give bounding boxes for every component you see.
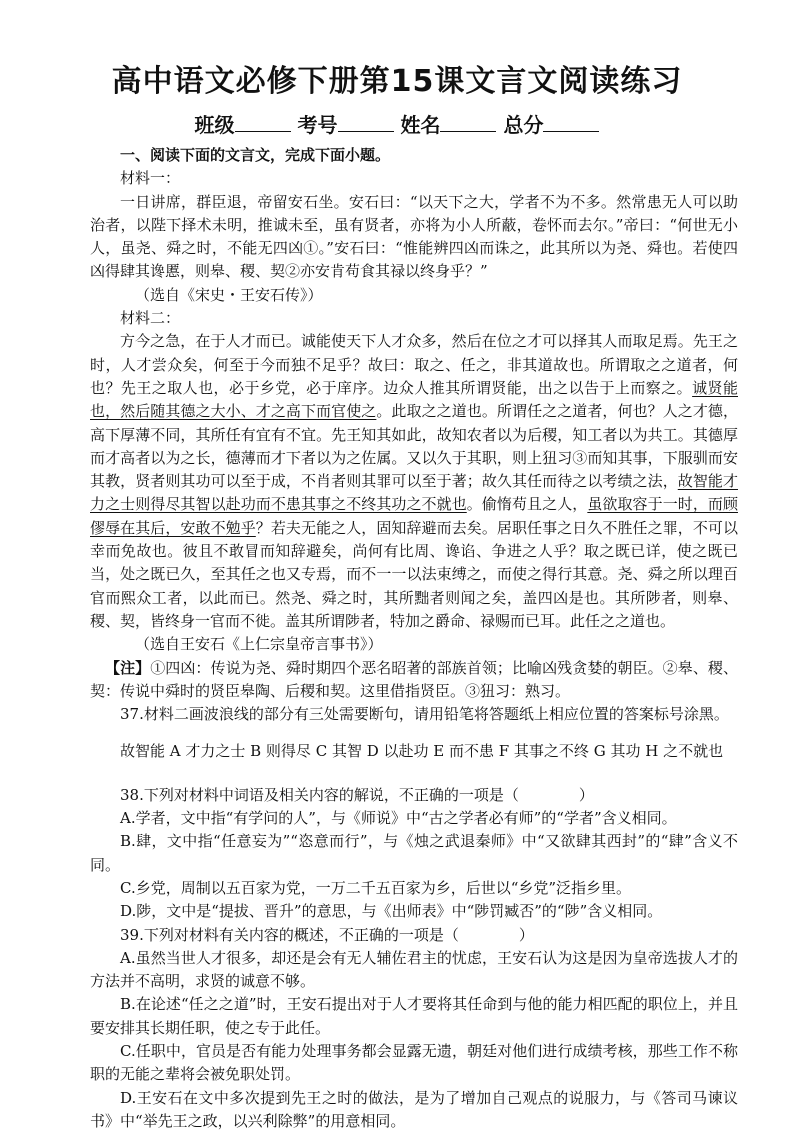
name-label: 姓名	[400, 113, 441, 137]
material2-part2: 。此取之之道也。所谓任之之道者，何也？人之才德，高下厚薄不同，其所任有宜有不宜。先王知其如此，故知农者以为后稷，知工者以为共工。其德厚而才高者以为之长，德薄而才下者以为之佐属。又以久于其职，则上狃习③而知其事，下服驯而安其教，贤者则其功可以至于成，不肖者则其罪可以至于著；故久其任而待之以考绩之法，	[90, 402, 738, 491]
q38-option-b[interactable]: B.肆，文中指“任意妄为”“恣意而行”，与《烛之武退秦师》中“又欲肆其西封”的“肆”含义不同。	[90, 832, 738, 874]
material2-label: 材料二：	[120, 309, 181, 328]
class-blank[interactable]	[235, 111, 291, 132]
material2-part3: 。偷惰苟且之人，	[466, 495, 588, 514]
class-label: 班级	[194, 113, 235, 137]
material2-source: （选自王安石《上仁宗皇帝言事书》）	[135, 635, 383, 654]
q37-stem: 37.材料二画波浪线的部分有三处需要断句，请用铅笔将答题纸上相应位置的答案标号涂黑。	[120, 705, 729, 724]
number-label: 考号	[297, 113, 338, 137]
underlined-sentence-2: 虽欲取容于一时，而顾僇辱在其后，安敢不勉乎	[90, 495, 738, 537]
material1-source: （选自《宋史・王安石传》）	[135, 285, 323, 304]
q38-stem: 38.下列对材料中词语及相关内容的解说，不正确的一项是（ ）	[120, 785, 594, 804]
page-title: 高中语文必修下册第15课文言文阅读练习	[111, 64, 683, 99]
q39-option-d[interactable]: D.王安石在文中多次提到先王之时的做法，是为了增加自己观点的说服力，与《答司马谏议书》中“举先王之政，以兴利除弊”的用意相同。	[90, 1088, 738, 1130]
material2-part4: ？若夫无能之人，固知辞避而去矣。居职任事之日久不胜任之罪，不可以幸而免故也。彼且不敢冒而知辞避矣，尚何有比周、谗谄、争进之人乎？取之既已详，使之既已当，处之既已久，至其任之也又专焉，而不一一以法束缚之，而使之得行其意。尧、舜之所以理百官而熙众工者，以此而已。然尧、舜之时，其所黜者则闻之矣，盖四凶是也。其所陟者，则皋、稷、契，皆终身一官而不徙。盖其所谓陟者，特加之爵命、禄赐而已耳。此任之之道也。	[90, 518, 738, 630]
worksheet-content	[90, 144, 738, 1133]
student-info-line	[0, 111, 794, 139]
q39-stem: 39.下列对材料有关内容的概述，不正确的一项是（ ）	[120, 925, 534, 944]
q38-option-d[interactable]: D.陟，文中是“提拔、晋升”的意思，与《出师表》中“陟罚臧否”的“陟”含义相同。	[120, 902, 663, 921]
underlined-sentence-1: 诚贤能也，然后随其德之大小、才之高下而官使之	[90, 378, 738, 421]
score-label: 总分	[503, 113, 544, 137]
name-blank[interactable]	[440, 111, 496, 132]
q38-option-c[interactable]: C.乡党，周制以五百家为党，一万二千五百家为乡，后世以“乡党”泛指乡里。	[120, 878, 632, 897]
q37-segmentation-line: 故智能 A 才力之士 B 则得尽 C 其智 D 以赴功 E 而不患 F 其事之不终 G 其功 H 之不就也	[120, 742, 724, 761]
material2-part1: 方今之急，在于人才而已。诚能使天下人才众多，然后在位之才可以择其人而取足焉。先王之时，人才尝众矣，何至于今而独不足乎？故曰：取之、任之，非其道故也。所谓取之之道者，何也？先王之取人也，必于乡党，必于庠序。边众人推其所谓贤能，出之以告于上而察之。	[90, 332, 738, 397]
q39-option-a[interactable]: A.虽然当世人才很多，却还是会有无人辅佐君主的忧虑，王安石认为这是因为皇帝选拔人才的方法并不高明，求贤的诚意不够。	[90, 948, 738, 991]
wavy-line-sentence: 故智能才力之士则得尽其智以赴功而不患其事之不终其功之不就也	[90, 472, 738, 514]
q39-option-b[interactable]: B.在论述“任之之道”时，王安石提出对于人才要将其任命到与他的能力相匹配的职位上，并且要安排其长期任职，使之专于此任。	[90, 995, 738, 1037]
q38-option-a[interactable]: A.学者，文中指“有学问的人”，与《师说》中“古之学者必有师”的“学者”含义相同。	[120, 809, 677, 828]
material2-text	[90, 330, 738, 633]
material1-text: 一日讲席，群臣退，帝留安石坐。安石曰：“以天下之大，学者不为不多。然常患无人可以助治者，以陛下择术未明，推诚未至，虽有贤者，亦将为小人所蔽，卷怀而去尔。”帝曰：“何世无小人，虽尧、舜之时，不能无四凶①。”安石曰：“惟能辨四凶而诛之，此其所以为尧、舜也。若使四凶得肆其谗慝，则皋、稷、契②亦安肯苟食其禄以终身乎？”	[90, 192, 738, 281]
q39-option-c[interactable]: C.任职中，官员是否有能力处理事务都会显露无遗，朝廷对他们进行成绩考核，那些工作不称职的无能之辈将会被免职处罚。	[90, 1041, 738, 1084]
note-label: 【注】	[105, 658, 151, 677]
number-blank[interactable]	[338, 111, 394, 132]
note-text: ①四凶：传说为尧、舜时期四个恶名昭著的部族首领；比喻凶残贪婪的朝臣。②皋、稷、契：传说中舜时的贤臣皋陶、后稷和契。这里借指贤臣。③狃习：熟习。	[90, 658, 738, 700]
annotation-note	[90, 657, 738, 704]
section-heading: 一、阅读下面的文言文，完成下面小题。	[120, 146, 391, 164]
score-blank[interactable]	[543, 111, 599, 132]
material1-label: 材料一：	[120, 169, 181, 188]
